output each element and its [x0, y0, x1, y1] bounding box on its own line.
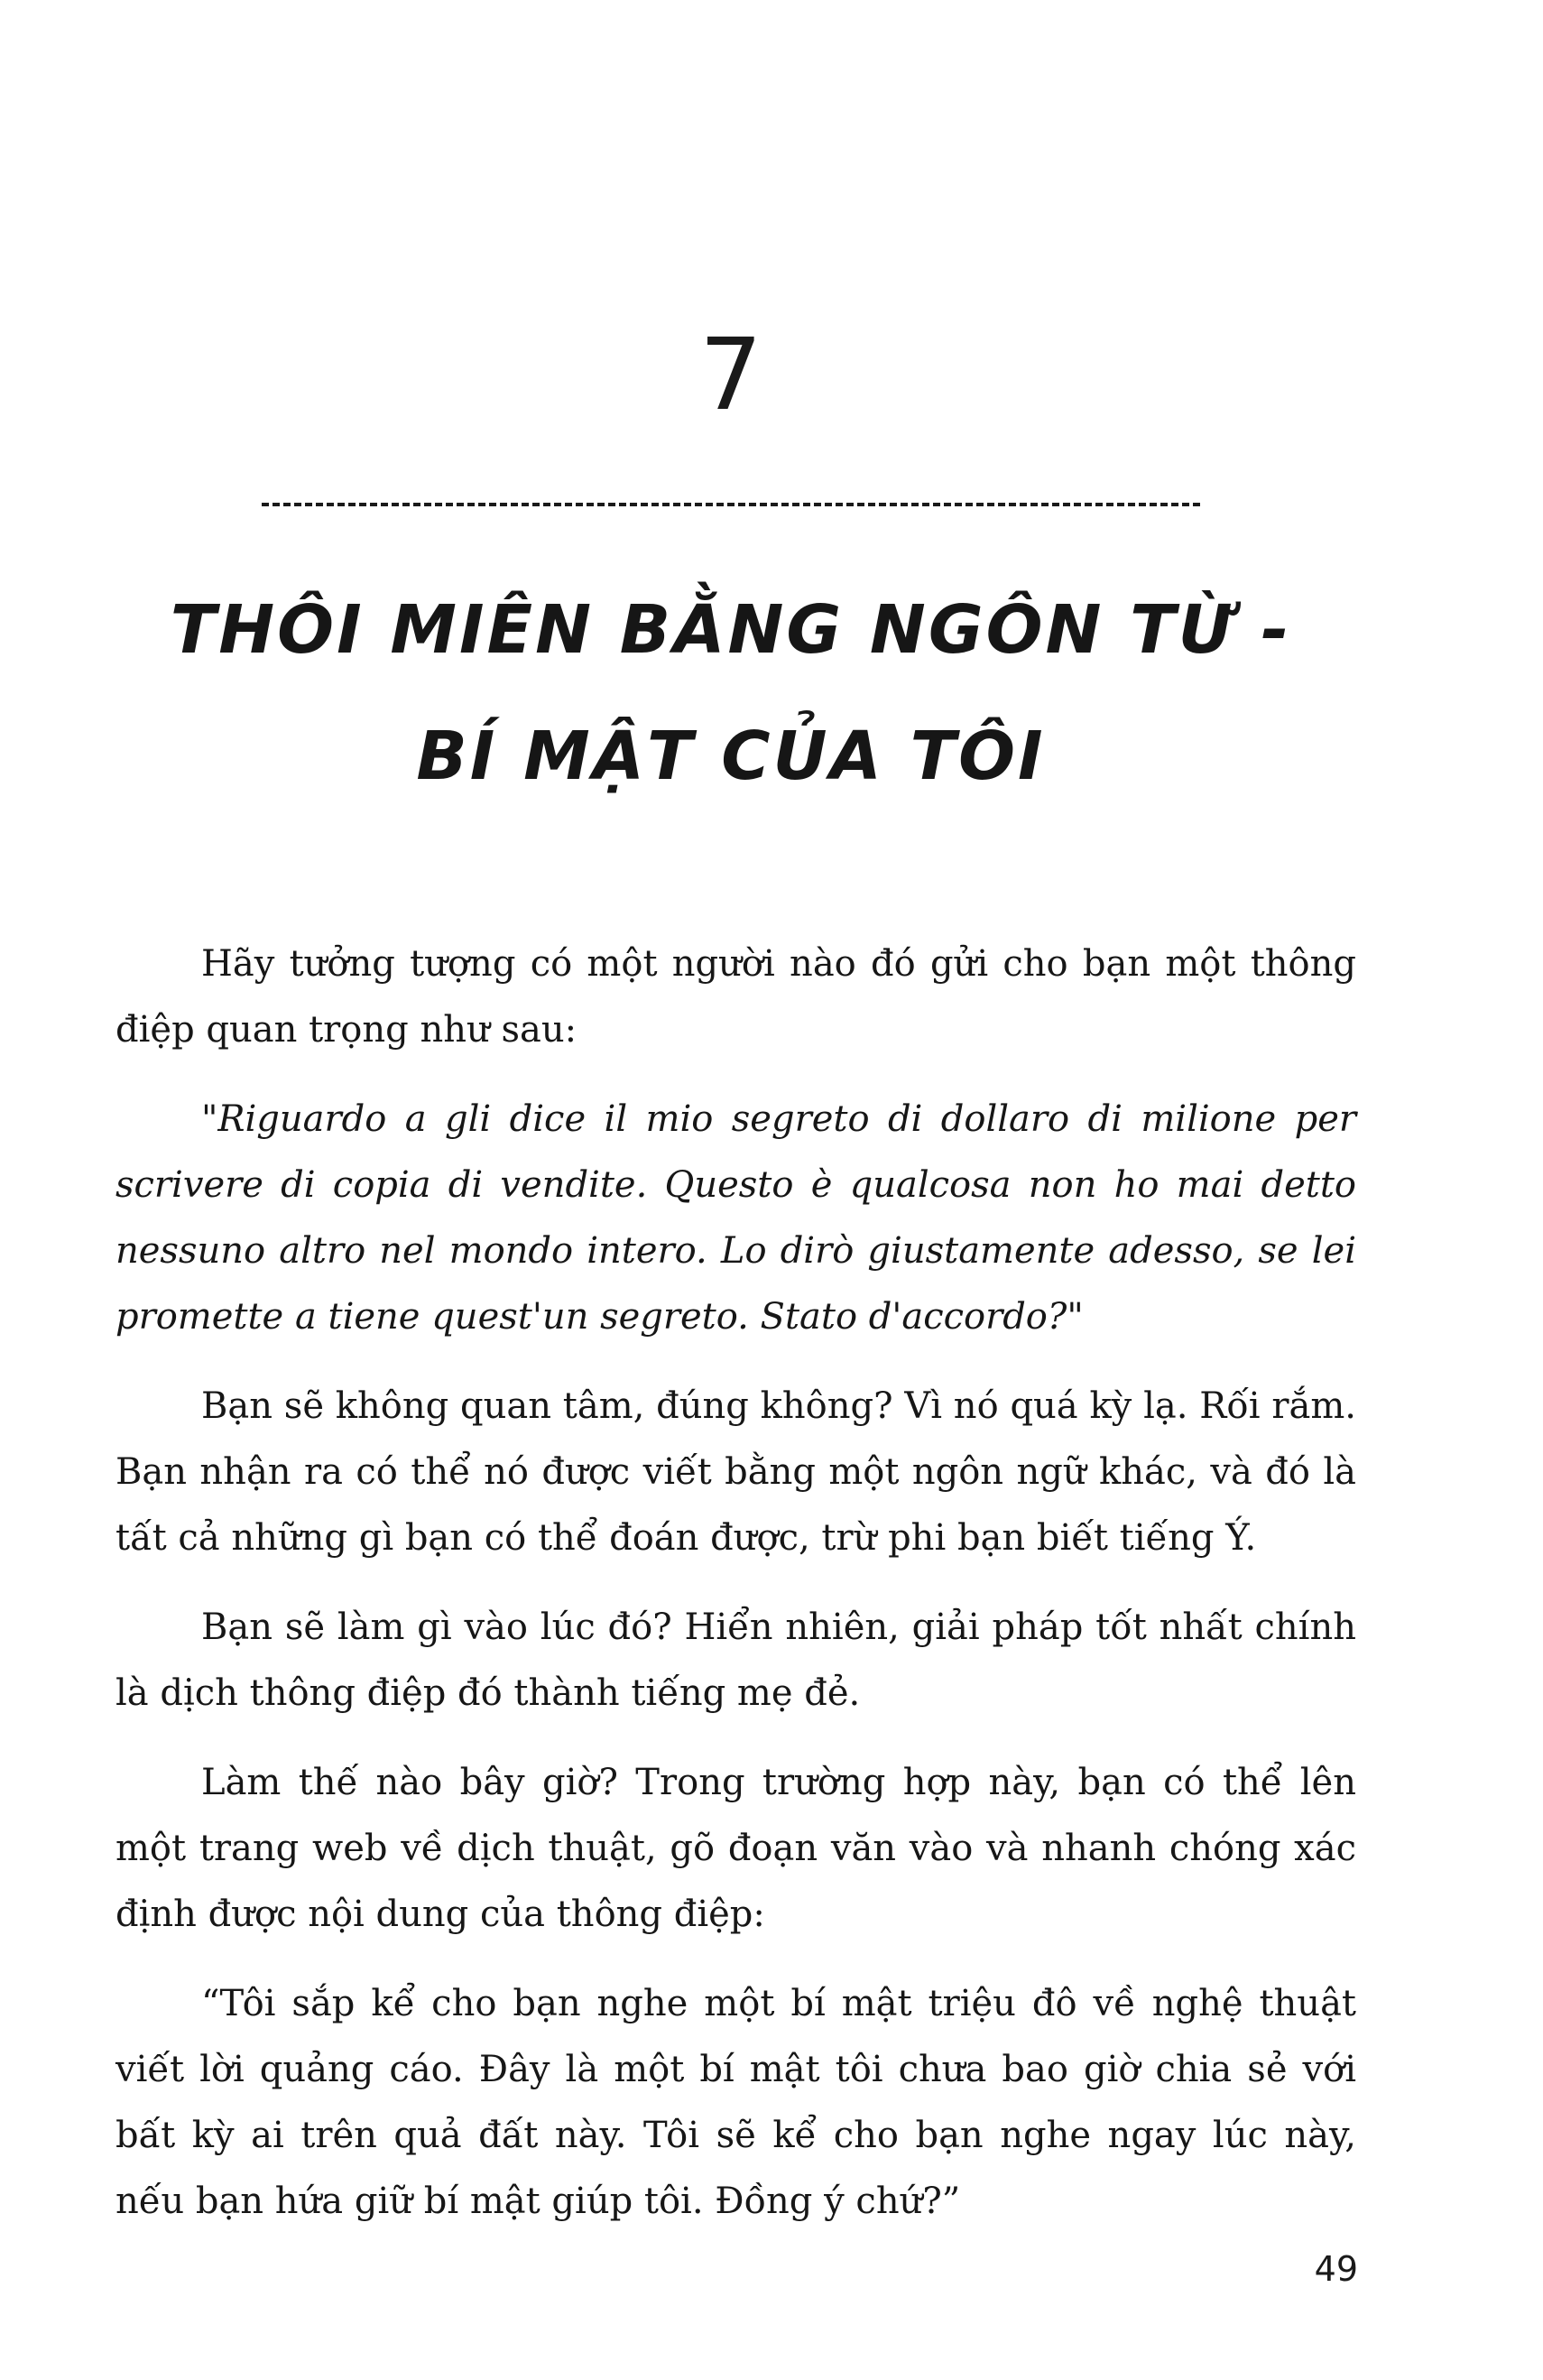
body-text: [115, 931, 1356, 2258]
paragraph-translated-quote: “Tôi sắp kể cho bạn nghe một bí mật triệu đô về nghệ thuật viết lời quảng cáo. Đây là một bí mật tôi chưa bao giờ chia sẻ với bất kỳ ai trên quả đất này. Tôi sẽ kể cho bạn nghe ngay lúc này, nếu bạn hứa giữ bí mật giúp tôi. Đồng ý chứ?”: [115, 1983, 1356, 2222]
page-number: 49: [1314, 2249, 1358, 2289]
paragraph-question: Bạn sẽ làm gì vào lúc đó? Hiển nhiên, giải pháp tốt nhất chính là dịch thông điệp đó thành tiếng mẹ đẻ.: [115, 1607, 1356, 1714]
paragraph-translation-method: Làm thế nào bây giờ? Trong trường hợp này, bạn có thể lên một trang web về dịch thuật, gõ đoạn văn vào và nhanh chóng xác định được nội dung của thông điệp:: [115, 1762, 1356, 1935]
paragraph-reaction: Bạn sẽ không quan tâm, đúng không? Vì nó quá kỳ lạ. Rối rắm. Bạn nhận ra có thể nó được viết bằng một ngôn ngữ khác, và đó là tất cả những gì bạn có thể đoán được, trừ phi bạn biết tiếng Ý.: [115, 1385, 1356, 1559]
paragraph-italian-quote: "Riguardo a gli dice il mio segreto di dollaro di milione per scrivere di copia di vendite. Questo è qualcosa non ho mai detto nessuno altro nel mondo intero. Lo dirò giustamente adesso, se lei promette a tiene quest'un segreto. Stato d'accordo?": [115, 1098, 1356, 1338]
chapter-number: 7: [699, 317, 762, 432]
chapter-title: [0, 567, 1462, 820]
chapter-title-line-2: BÍ MẬT CỦA TÔI: [416, 718, 1046, 795]
dashed-divider: [262, 503, 1200, 506]
chapter-title-line-1: THÔI MIÊN BẰNG NGÔN TỪ -: [170, 591, 1292, 669]
paragraph-intro: Hãy tưởng tượng có một người nào đó gửi cho bạn một thông điệp quan trọng như sau:: [115, 943, 1356, 1051]
